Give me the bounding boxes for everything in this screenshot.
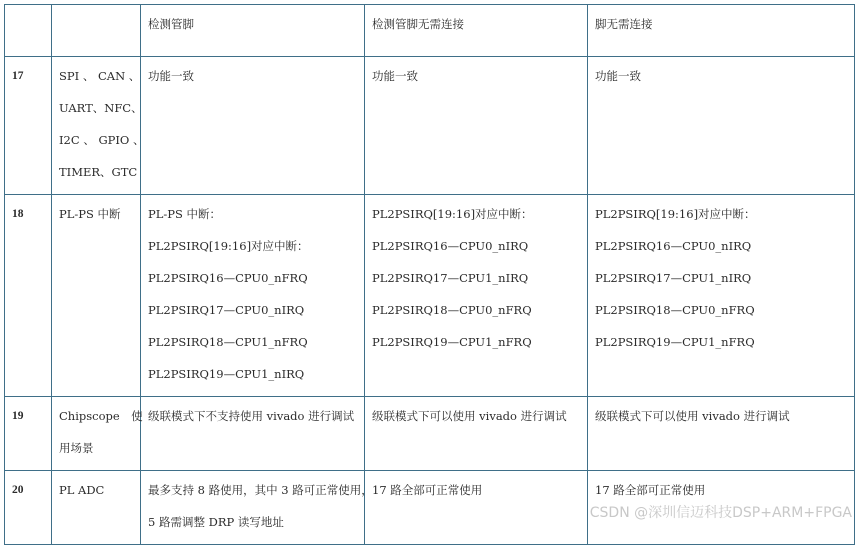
row-name-line: SPI 、 CAN 、: [59, 69, 141, 83]
header-cell-number: [5, 5, 52, 57]
row-name-cell: [52, 397, 141, 471]
cell-col3: [365, 397, 588, 471]
cell-line: 级联模式下可以使用 vivado 进行调试: [595, 409, 790, 423]
row-name-line: PL-PS 中断: [59, 207, 121, 221]
cell-col3: [365, 471, 588, 545]
header-cell-col4: [588, 5, 855, 57]
row-name-line: 用场景: [59, 441, 94, 455]
cell-line: PL2PSIRQ19—CPU1_nIRQ: [148, 367, 305, 381]
cell-col4: [588, 397, 855, 471]
cell-line: PL2PSIRQ19—CPU1_nFRQ: [372, 335, 532, 349]
header-row: [5, 5, 855, 57]
cell-col4: [588, 57, 855, 195]
cell-line: PL2PSIRQ16—CPU0_nIRQ: [372, 239, 529, 253]
row-number-cell: [5, 57, 52, 195]
row-number: 20: [12, 484, 24, 496]
row-number: 18: [12, 208, 24, 220]
header-cell-name: [52, 5, 141, 57]
cell-line: PL2PSIRQ18—CPU0_nFRQ: [372, 303, 532, 317]
header-cell-col3: [365, 5, 588, 57]
cell-line: PL2PSIRQ16—CPU0_nFRQ: [148, 271, 308, 285]
row-name-line: I2C 、 GPIO 、: [59, 133, 145, 147]
header-label: 检测管脚无需连接: [372, 17, 464, 31]
cell-line: 功能一致: [372, 69, 418, 83]
row-number: 19: [12, 410, 24, 422]
row-name-cell: [52, 471, 141, 545]
cell-line: 17 路全部可正常使用: [595, 483, 706, 497]
cell-col3: [365, 195, 588, 397]
cell-line: PL2PSIRQ19—CPU1_nFRQ: [595, 335, 755, 349]
cell-line: PL2PSIRQ16—CPU0_nIRQ: [595, 239, 752, 253]
cell-line: PL2PSIRQ18—CPU0_nFRQ: [595, 303, 755, 317]
cell-col2: [141, 195, 365, 397]
cell-line: PL2PSIRQ18—CPU1_nFRQ: [148, 335, 308, 349]
row-name-line: TIMER、GTC: [59, 165, 138, 179]
cell-line: PL2PSIRQ[19:16]对应中断：: [148, 239, 309, 253]
header-cell-col2: [141, 5, 365, 57]
table-row: [5, 57, 855, 195]
cell-col3: [365, 57, 588, 195]
row-name-line: Chipscope 使: [59, 409, 143, 423]
cell-col4: [588, 195, 855, 397]
header-label: 脚无需连接: [595, 17, 653, 31]
cell-line: 5 路需调整 DRP 读写地址: [148, 515, 284, 529]
cell-col2: [141, 397, 365, 471]
cell-line: PL2PSIRQ[19:16]对应中断：: [372, 207, 533, 221]
row-number-cell: [5, 471, 52, 545]
cell-line: 最多支持 8 路使用，其中 3 路可正常使用，: [148, 483, 373, 497]
cell-col2: [141, 57, 365, 195]
cell-line: 级联模式下不支持使用 vivado 进行调试: [148, 409, 355, 423]
row-number-cell: [5, 397, 52, 471]
cell-line: PL-PS 中断：: [148, 207, 222, 221]
cell-line: PL2PSIRQ17—CPU0_nIRQ: [148, 303, 305, 317]
cell-line: PL2PSIRQ17—CPU1_nIRQ: [372, 271, 529, 285]
row-name-line: PL ADC: [59, 483, 105, 497]
header-label: 检测管脚: [148, 17, 194, 31]
row-name-line: UART、NFC、: [59, 101, 143, 115]
table-row: [5, 397, 855, 471]
watermark: CSDN @深圳信迈科技DSP+ARM+FPGA: [589, 505, 852, 521]
row-number-cell: [5, 195, 52, 397]
row-name-cell: [52, 195, 141, 397]
spec-table: [4, 4, 855, 545]
cell-line: 17 路全部可正常使用: [372, 483, 483, 497]
cell-col2: [141, 471, 373, 545]
cell-line: 功能一致: [595, 69, 641, 83]
cell-line: 功能一致: [148, 69, 194, 83]
cell-line: PL2PSIRQ[19:16]对应中断：: [595, 207, 756, 221]
row-name-cell: [52, 57, 145, 195]
cell-line: 级联模式下可以使用 vivado 进行调试: [372, 409, 567, 423]
row-number: 17: [12, 70, 24, 82]
cell-line: PL2PSIRQ17—CPU1_nIRQ: [595, 271, 752, 285]
table-row: [5, 195, 855, 397]
